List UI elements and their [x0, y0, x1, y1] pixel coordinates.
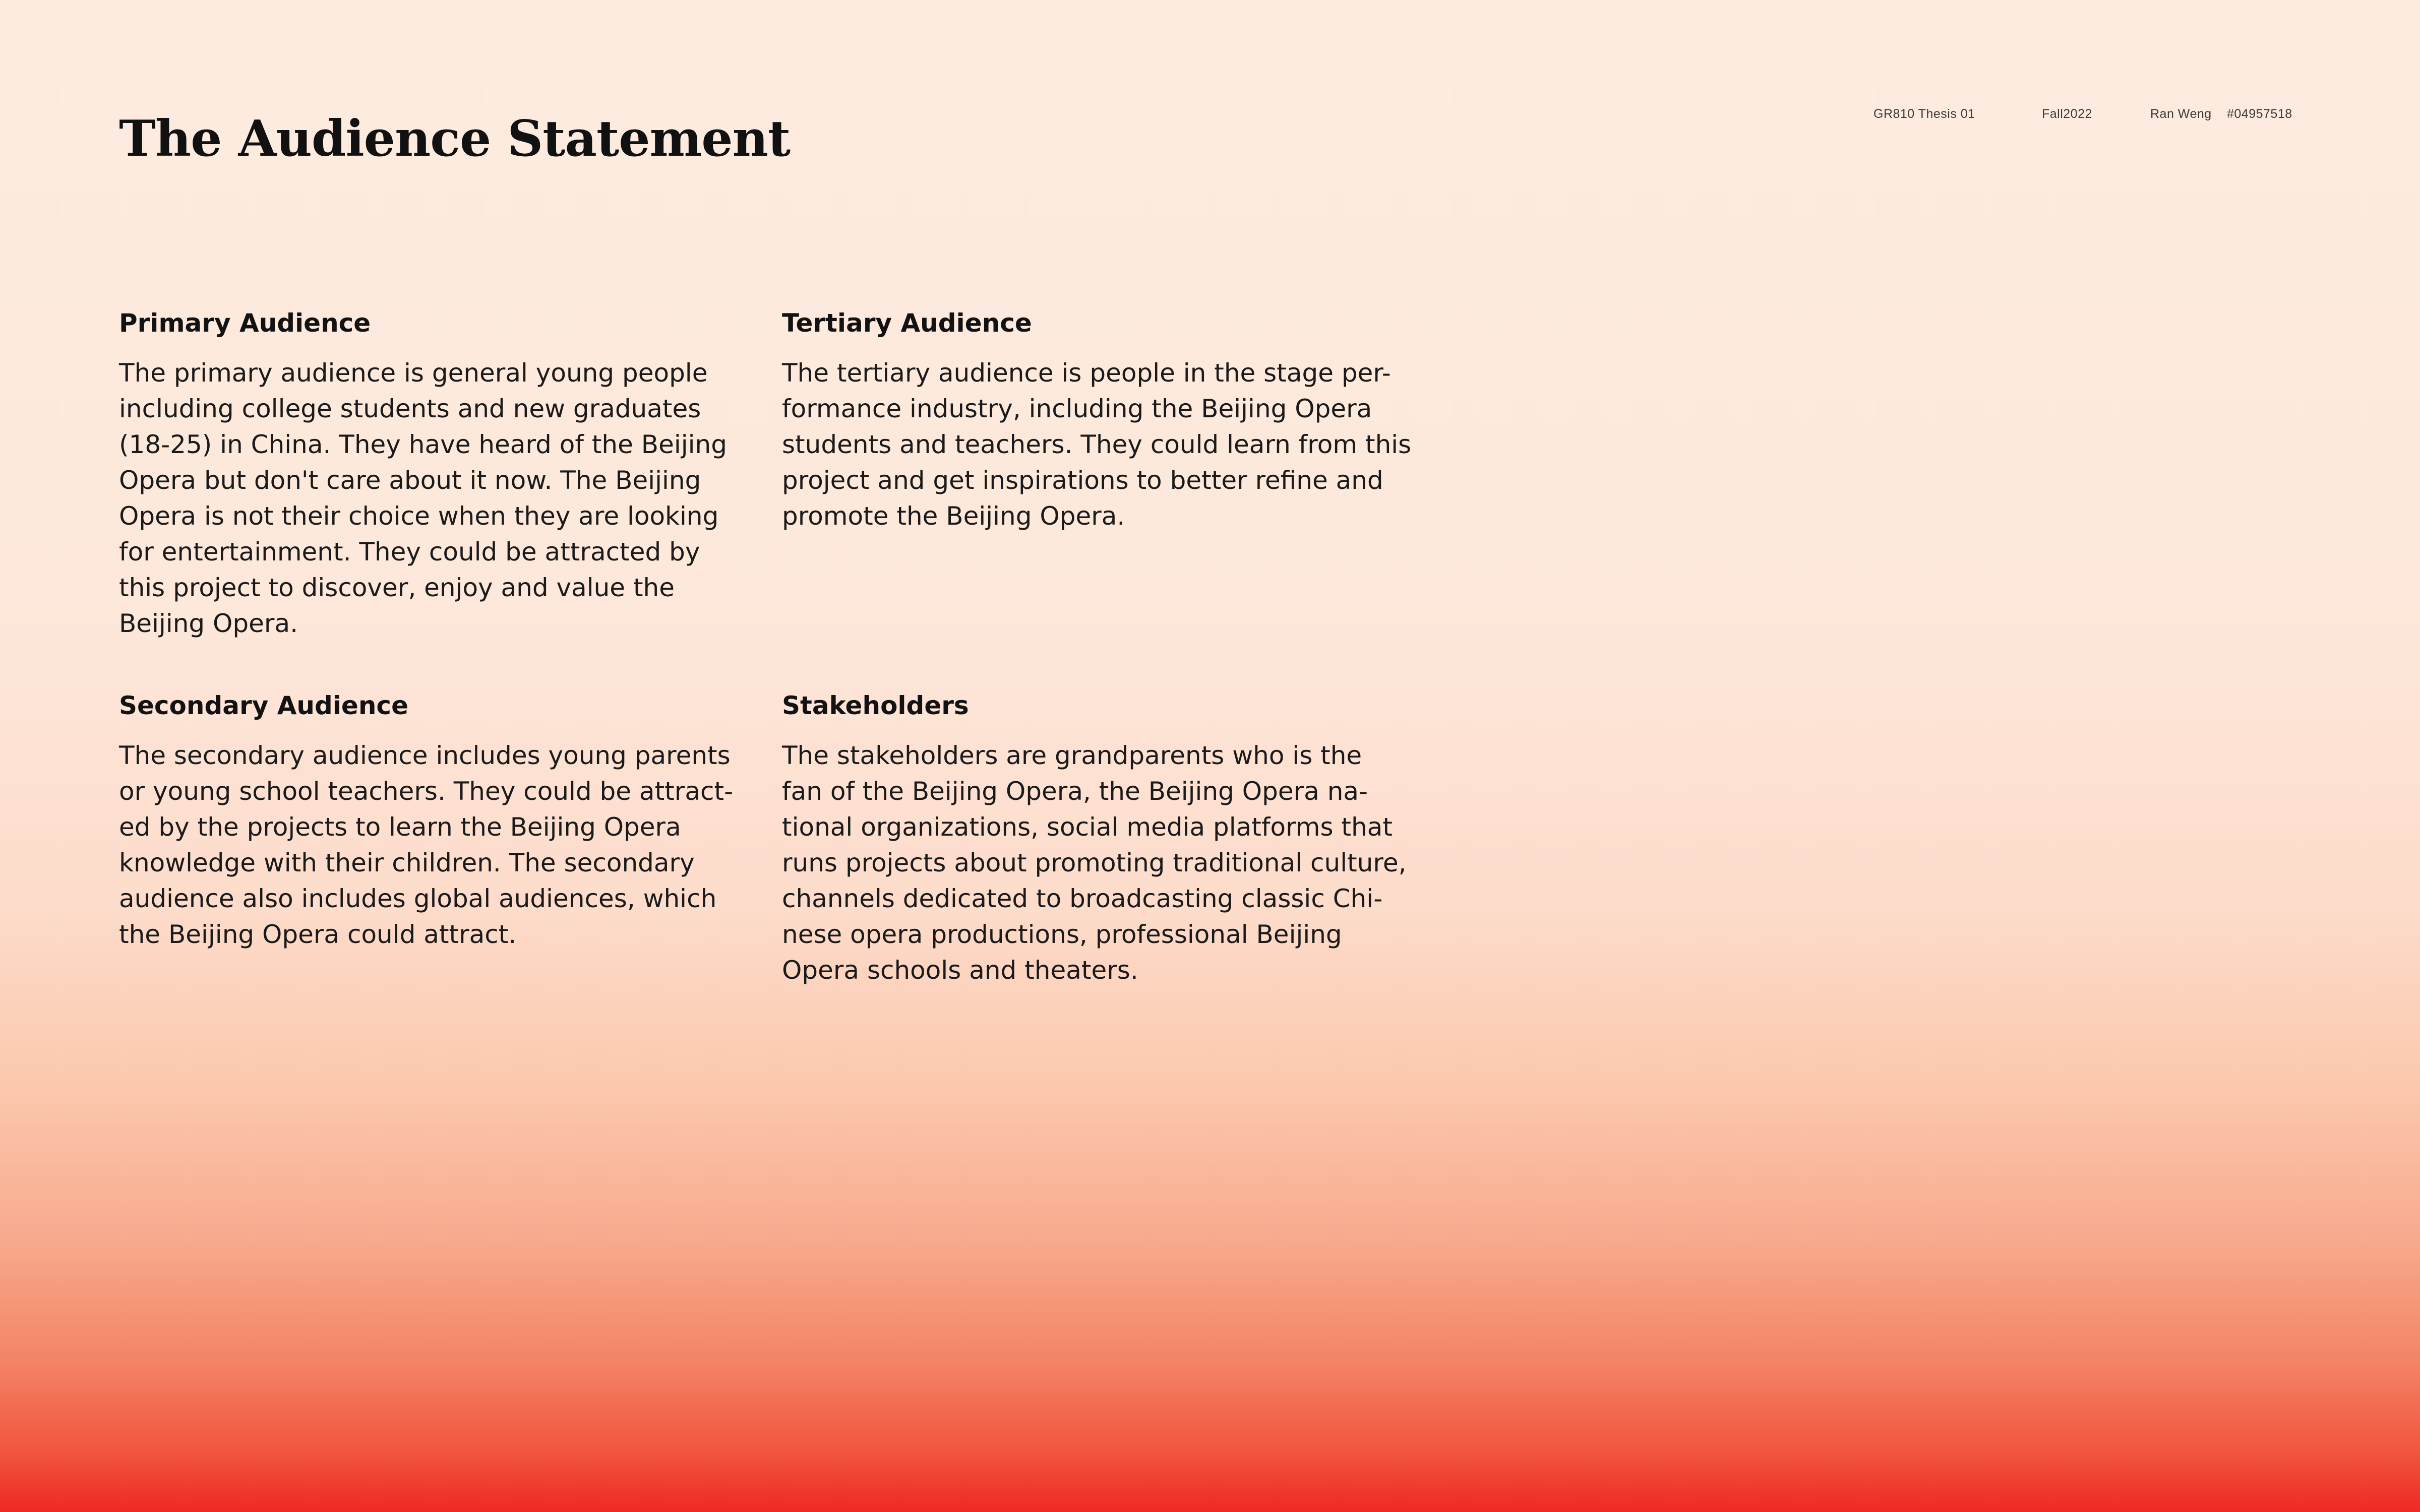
- body-line: The tertiary audience is people in the stage per-: [782, 358, 1391, 388]
- course-label: GR810 Thesis 01: [1873, 107, 1975, 121]
- body-line: nese opera productions, professional Beijing: [782, 920, 1342, 949]
- body-line: Opera but don't care about it now. The Beijing: [119, 466, 701, 495]
- stakeholders-heading: Stakeholders: [782, 691, 969, 720]
- secondary-audience-heading: Secondary Audience: [119, 691, 408, 720]
- body-line: the Beijing Opera could attract.: [119, 920, 517, 949]
- body-line: promote the Beijing Opera.: [782, 501, 1125, 531]
- secondary-audience-section: [119, 690, 764, 953]
- body-line: this project to discover, enjoy and value the: [119, 573, 675, 602]
- body-line: audience also includes global audiences, which: [119, 884, 717, 913]
- student-id: #04957518: [2227, 107, 2292, 121]
- body-line: knowledge with their children. The secondary: [119, 848, 695, 877]
- primary-audience-body: [119, 355, 764, 642]
- body-line: Opera is not their choice when they are looking: [119, 501, 719, 531]
- body-line: The stakeholders are grandparents who is the: [782, 741, 1362, 770]
- body-line: students and teachers. They could learn from this: [782, 430, 1412, 459]
- body-line: formance industry, including the Beijing Opera: [782, 394, 1372, 423]
- body-line: fan of the Beijing Opera, the Beijing Opera na-: [782, 777, 1368, 806]
- body-line: (18-25) in China. They have heard of the Beijing: [119, 430, 727, 459]
- stakeholders-section: [782, 690, 1427, 988]
- body-line: or young school teachers. They could be attract-: [119, 777, 734, 806]
- primary-audience-section: [119, 308, 764, 642]
- body-line: runs projects about promoting traditional culture,: [782, 848, 1407, 877]
- body-line: The secondary audience includes young parents: [119, 741, 731, 770]
- body-line: Opera schools and theaters.: [782, 956, 1138, 985]
- body-line: tional organizations, social media platforms that: [782, 812, 1393, 842]
- body-line: The primary audience is general young people: [119, 358, 708, 388]
- body-line: channels dedicated to broadcasting classic Chi-: [782, 884, 1383, 913]
- term-label: Fall2022: [2042, 107, 2092, 121]
- body-line: including college students and new graduates: [119, 394, 701, 423]
- tertiary-audience-heading: Tertiary Audience: [782, 308, 1032, 338]
- tertiary-audience-section: [782, 308, 1427, 534]
- primary-audience-heading: Primary Audience: [119, 308, 371, 338]
- body-line: Beijing Opera.: [119, 609, 298, 638]
- stakeholders-body: [782, 738, 1427, 988]
- author-name: Ran Weng: [2150, 107, 2212, 121]
- body-line: for entertainment. They could be attracted by: [119, 537, 700, 566]
- body-line: project and get inspirations to better refine and: [782, 466, 1383, 495]
- secondary-audience-body: [119, 738, 764, 953]
- tertiary-audience-body: [782, 355, 1427, 534]
- body-line: ed by the projects to learn the Beijing Opera: [119, 812, 681, 842]
- page-title: The Audience Statement: [119, 110, 791, 168]
